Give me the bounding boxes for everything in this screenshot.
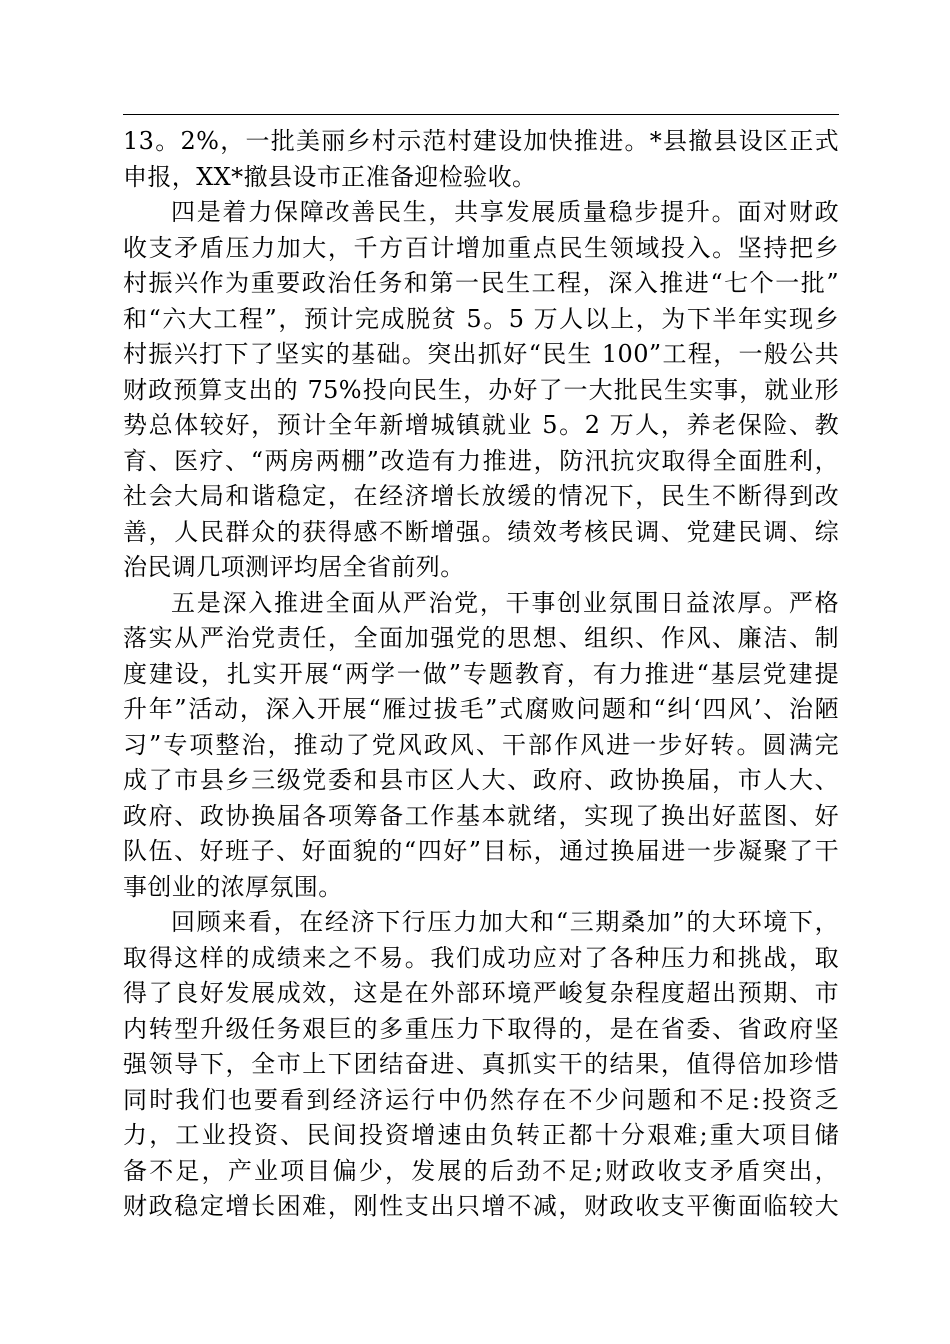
text-line: 同时我们也要看到经济运行中仍然存在不少问题和不足:投资乏 xyxy=(123,1085,839,1114)
text-line: 度建设，扎实开展“两学一做”专题教育，有力推进“基层党建提 xyxy=(123,659,839,688)
text-line: 内转型升级任务艰巨的多重压力下取得的，是在省委、省政府坚 xyxy=(123,1014,839,1043)
text-line: 政府、政协换届各项筹备工作基本就绪，实现了换出好蓝图、好 xyxy=(123,801,839,830)
paragraph-first-line: 五是深入推进全面从严治党，干事创业氛围日益浓厚。严格 xyxy=(171,588,839,617)
header-rule xyxy=(123,114,839,115)
text-line: 善，人民群众的获得感不断增强。绩效考核民调、党建民调、综 xyxy=(123,517,839,546)
text-line: 队伍、好班子、好面貌的“四好”目标，通过换届进一步凝聚了干 xyxy=(123,837,839,865)
text-line: 强领导下，全市上下团结奋进、真抓实干的结果，值得倍加珍惜 xyxy=(123,1050,839,1078)
text-line: 财政预算支出的 75%投向民生，办好了一大批民生实事，就业形 xyxy=(123,375,839,404)
text-line: 事创业的浓厚氛围。 xyxy=(123,872,343,901)
text-line: 取得这样的成绩来之不易。我们成功应对了各种压力和挑战，取 xyxy=(123,943,839,972)
text-line: 落实从严治党责任，全面加强党的思想、组织、作风、廉洁、制 xyxy=(123,624,839,652)
paragraph-first-line: 回顾来看，在经济下行压力加大和“三期桑加”的大环境下， xyxy=(171,908,839,936)
text-line: 村振兴打下了坚实的基础。突出抓好“民生 100”工程，一般公共 xyxy=(123,340,839,368)
document-body xyxy=(123,124,839,1225)
text-line: 申报，XX*撤县设市正准备迎检验收。 xyxy=(123,162,537,191)
text-line: 习”专项整治，推动了党风政风、干部作风进一步好转。圆满完 xyxy=(123,730,839,759)
text-line: 育、医疗、“两房两棚”改造有力推进，防汛抗灾取得全面胜利， xyxy=(123,446,839,475)
text-line: 备不足，产业项目偏少，发展的后劲不足;财政收支矛盾突出， xyxy=(123,1156,839,1185)
text-line: 社会大局和谐稳定，在经济增长放缓的情况下，民生不断得到改 xyxy=(123,482,839,510)
text-line: 和“六大工程”，预计完成脱贫 5。5 万人以上，为下半年实现乡 xyxy=(123,304,839,333)
text-line: 成了市县乡三级党委和县市区人大、政府、政协换届，市人大、 xyxy=(123,766,839,794)
text-line: 13。2%，一批美丽乡村示范村建设加快推进。*县撤县设区正式 xyxy=(123,127,839,155)
text-line: 财政稳定增长困难，刚性支出只增不减，财政收支平衡面临较大 xyxy=(123,1192,839,1220)
text-line: 升年”活动，深入开展“雁过拔毛”式腐败问题和“纠‘四风’、治陋 xyxy=(123,695,839,723)
text-line: 势总体较好，预计全年新增城镇就业 5。2 万人，养老保险、教 xyxy=(123,411,839,439)
text-line: 力，工业投资、民间投资增速由负转正都十分艰难;重大项目储 xyxy=(123,1121,839,1149)
text-line: 收支矛盾压力加大，千方百计增加重点民生领域投入。坚持把乡 xyxy=(123,233,839,262)
text-line: 治民调几项测评均居全省前列。 xyxy=(123,553,465,581)
paragraph-first-line: 四是着力保障改善民生，共享发展质量稳步提升。面对财政 xyxy=(171,198,839,226)
text-line: 得了良好发展成效，这是在外部环境严峻复杂程度超出预期、市 xyxy=(123,979,839,1007)
text-line: 村振兴作为重要政治任务和第一民生工程，深入推进“七个一批” xyxy=(123,269,839,297)
